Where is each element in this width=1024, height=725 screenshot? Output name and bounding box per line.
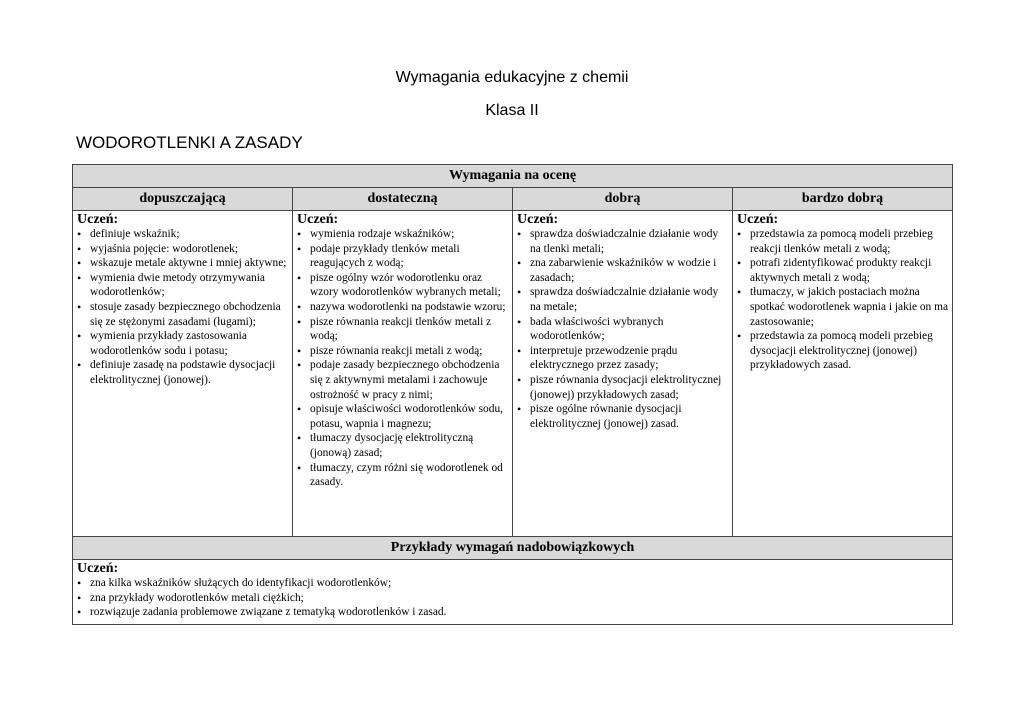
requirement-item: • podaje zasady bezpiecznego obchodzenia się z aktywnymi metalami i zachowuje ostrożność w pracy z nimi; [297,358,508,402]
requirements-cell [73,211,293,537]
grade-header-4: bardzo dobrą [733,188,953,211]
requirement-item: • wymienia przykłady zastosowania wodorotlenków sodu i potasu; [77,329,288,358]
requirement-item: • stosuje zasady bezpiecznego obchodzenia się ze stężonymi zasadami (ługami); [77,300,288,329]
document-title: Wymagania edukacyjne z chemii [395,69,629,86]
grade-header-3: dobrą [513,188,733,211]
requirement-item: • zna kilka wskaźników służących do identyfikacji wodorotlenków; [77,576,948,591]
requirement-item: • pisze ogólny wzór wodorotlenku oraz wzory wodorotlenków wybranych metali; [297,271,508,300]
requirements-table [72,164,953,625]
requirement-item: • pisze równania dysocjacji elektrolitycznej (jonowej) przykładowych zasad; [517,373,728,402]
requirement-item: • wskazuje metale aktywne i mniej aktywne; [77,256,288,271]
requirement-item: • rozwiązuje zadania problemowe związane z tematyką wodorotlenków i zasad. [77,605,948,620]
extra-requirement-list [77,576,948,620]
grade-header-2: dostateczną [293,188,513,211]
extra-header-row [73,537,953,560]
requirement-item: • przedstawia za pomocą modeli przebieg dysocjacji elektrolitycznej (jonowej) przykładowych zasad. [737,329,948,373]
requirement-list [517,227,728,431]
requirement-item: • przedstawia za pomocą modeli przebieg reakcji tlenków metali z wodą; [737,227,948,256]
requirements-cell [293,211,513,537]
requirement-list [77,227,288,388]
student-label: Uczeń: [737,212,779,227]
requirement-item: • pisze równania reakcji tlenków metali z wodą; [297,315,508,344]
requirement-list [737,227,948,373]
requirement-item: • tłumaczy, czym różni się wodorotlenek od zasady. [297,461,508,490]
requirement-item: • definiuje wskaźnik; [77,227,288,242]
requirement-item: • interpretuje przewodzenie prądu elektrycznego przez zasady; [517,344,728,373]
requirement-item: • pisze ogólne równanie dysocjacji elektrolitycznej (jonowej) zasad. [517,402,728,431]
extra-requirements-cell [73,560,953,625]
grade-header-1: dopuszczającą [73,188,293,211]
requirement-item: • wyjaśnia pojęcie: wodorotlenek; [77,242,288,257]
grade-header-row [73,188,953,211]
requirement-item: • zna przykłady wodorotlenków metali ciężkich; [77,591,948,606]
requirement-item: • opisuje właściwości wodorotlenków sodu, potasu, wapnia i magnezu; [297,402,508,431]
requirement-item: • bada właściwości wybranych wodorotlenków; [517,315,728,344]
requirement-item: • sprawdza doświadczalnie działanie wody na tlenki metali; [517,227,728,256]
requirement-list [297,227,508,490]
requirement-item: • pisze równania reakcji metali z wodą; [297,344,508,359]
student-label: Uczeń: [77,212,119,227]
requirements-row [73,211,953,537]
student-label: Uczeń: [77,561,119,576]
student-label: Uczeń: [517,212,559,227]
requirement-item: • wymienia dwie metody otrzymywania wodorotlenków; [77,271,288,300]
extra-row [73,560,953,625]
requirement-item: • tłumaczy, w jakich postaciach można spotkać wodorotlenek wapnia i jakie on ma zastosowanie; [737,285,948,329]
requirement-item: • zna zabarwienie wskaźników w wodzie i zasadach; [517,256,728,285]
requirement-item: • sprawdza doświadczalnie działanie wody na metale; [517,285,728,314]
section-title: WODOROTLENKI A ZASADY [76,133,303,152]
class-label: Klasa II [485,102,539,119]
main-header-row [73,165,953,188]
main-header: Wymagania na ocenę [73,165,953,188]
requirement-item: • podaje przykłady tlenków metali reagujących z wodą; [297,242,508,271]
requirements-cell [513,211,733,537]
extra-header: Przykłady wymagań nadobowiązkowych [73,537,953,560]
requirement-item: • definiuje zasadę na podstawie dysocjacji elektrolitycznej (jonowej). [77,358,288,387]
requirement-item: • nazywa wodorotlenki na podstawie wzoru; [297,300,508,315]
student-label: Uczeń: [297,212,339,227]
requirements-cell [733,211,953,537]
requirement-item: • potrafi zidentyfikować produkty reakcji aktywnych metali z wodą; [737,256,948,285]
requirement-item: • tłumaczy dysocjację elektrolityczną (jonową) zasad; [297,431,508,460]
requirement-item: • wymienia rodzaje wskaźników; [297,227,508,242]
